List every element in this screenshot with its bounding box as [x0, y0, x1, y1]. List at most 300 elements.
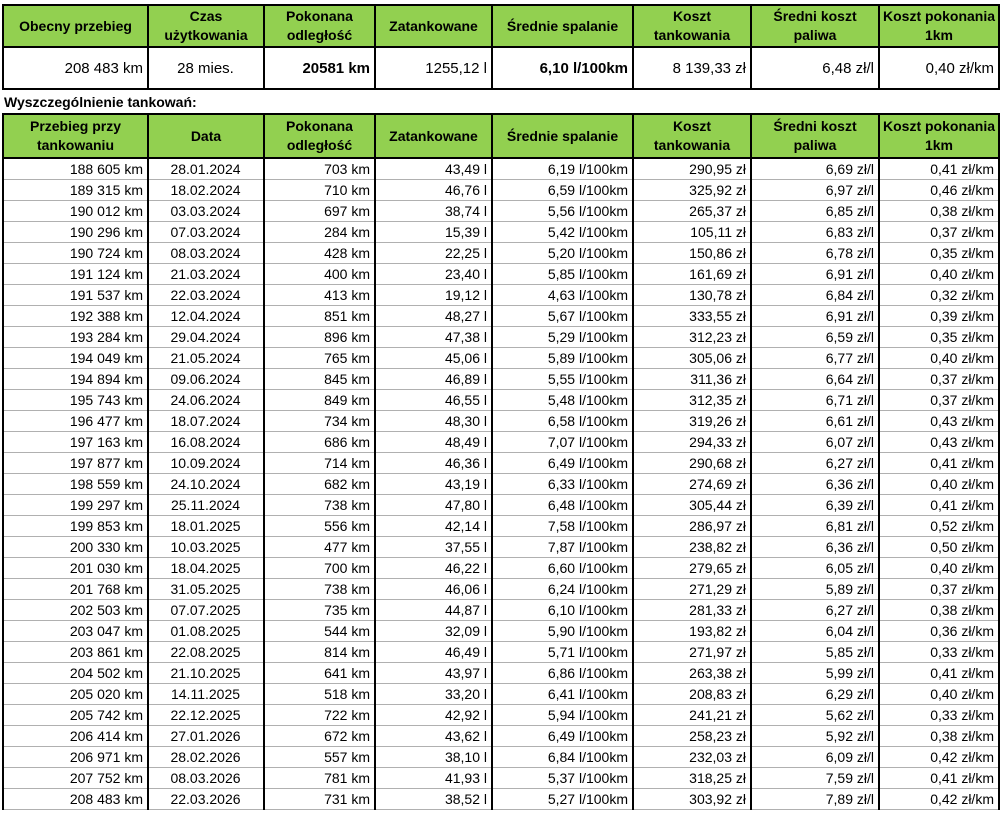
table-cell[interactable]: 161,69 zł [633, 264, 751, 285]
table-cell[interactable]: 294,33 zł [633, 432, 751, 453]
table-cell[interactable]: 5,99 zł/l [751, 663, 879, 684]
table-cell[interactable]: 0,42 zł/km [879, 789, 999, 810]
table-cell[interactable]: 305,06 zł [633, 348, 751, 369]
table-cell[interactable]: 265,37 zł [633, 201, 751, 222]
table-row [3, 642, 999, 663]
details-header-cell[interactable]: Zatankowane [375, 114, 492, 158]
table-cell[interactable]: 765 km [264, 348, 375, 369]
table-cell[interactable]: 46,49 l [375, 642, 492, 663]
table-cell[interactable]: 199 297 km [3, 495, 148, 516]
table-cell[interactable]: 33,20 l [375, 684, 492, 705]
table-cell[interactable]: 734 km [264, 411, 375, 432]
table-cell[interactable]: 14.11.2025 [148, 684, 264, 705]
table-cell[interactable]: 286,97 zł [633, 516, 751, 537]
table-cell[interactable]: 09.06.2024 [148, 369, 264, 390]
table-cell[interactable]: 31.05.2025 [148, 579, 264, 600]
table-cell[interactable]: 43,49 l [375, 158, 492, 180]
table-cell[interactable]: 6,64 zł/l [751, 369, 879, 390]
table-cell[interactable]: 6,91 zł/l [751, 264, 879, 285]
table-cell[interactable]: 263,38 zł [633, 663, 751, 684]
summary-header-cell[interactable]: Czas użytkowania [148, 5, 264, 47]
table-cell[interactable]: 23,40 l [375, 264, 492, 285]
table-cell[interactable]: 0,33 zł/km [879, 705, 999, 726]
table-cell[interactable]: 714 km [264, 453, 375, 474]
table-cell[interactable]: 6,24 l/100km [492, 579, 633, 600]
table-cell[interactable]: 672 km [264, 726, 375, 747]
table-cell[interactable]: 43,19 l [375, 474, 492, 495]
table-cell[interactable]: 6,78 zł/l [751, 243, 879, 264]
table-cell[interactable]: 851 km [264, 306, 375, 327]
table-cell[interactable]: 130,78 zł [633, 285, 751, 306]
table-cell[interactable]: 697 km [264, 201, 375, 222]
table-cell[interactable]: 22.03.2026 [148, 789, 264, 810]
table-cell[interactable]: 194 049 km [3, 348, 148, 369]
table-cell[interactable]: 5,85 zł/l [751, 642, 879, 663]
table-cell[interactable]: 6,09 zł/l [751, 747, 879, 768]
table-cell[interactable]: 731 km [264, 789, 375, 810]
table-cell[interactable]: 0,32 zł/km [879, 285, 999, 306]
table-cell[interactable]: 01.08.2025 [148, 621, 264, 642]
table-row [3, 432, 999, 453]
table-cell[interactable]: 28.02.2026 [148, 747, 264, 768]
table-cell[interactable]: 24.06.2024 [148, 390, 264, 411]
table-cell[interactable]: 6,59 l/100km [492, 180, 633, 201]
table-row [3, 558, 999, 579]
table-cell[interactable]: 6,27 zł/l [751, 600, 879, 621]
table-row [3, 726, 999, 747]
table-cell[interactable]: 5,37 l/100km [492, 768, 633, 789]
table-cell[interactable]: 44,87 l [375, 600, 492, 621]
table-row [3, 663, 999, 684]
table-cell[interactable]: 6,33 l/100km [492, 474, 633, 495]
table-cell[interactable]: 5,89 zł/l [751, 579, 879, 600]
table-cell[interactable]: 281,33 zł [633, 600, 751, 621]
table-cell[interactable]: 0,43 zł/km [879, 411, 999, 432]
table-cell[interactable]: 199 853 km [3, 516, 148, 537]
table-cell[interactable]: 0,33 zł/km [879, 642, 999, 663]
table-cell[interactable]: 0,38 zł/km [879, 201, 999, 222]
table-cell[interactable]: 290,95 zł [633, 158, 751, 180]
table-row [3, 537, 999, 558]
table-cell[interactable]: 6,86 l/100km [492, 663, 633, 684]
table-cell[interactable]: 193 284 km [3, 327, 148, 348]
table-cell[interactable]: 25.11.2024 [148, 495, 264, 516]
table-cell[interactable]: 5,71 l/100km [492, 642, 633, 663]
table-cell[interactable]: 194 894 km [3, 369, 148, 390]
details-header-cell[interactable]: Przebieg przy tankowaniu [3, 114, 148, 158]
table-cell[interactable]: 208 483 km [3, 789, 148, 810]
table-row [3, 285, 999, 306]
summary-value-cell[interactable]: 28 mies. [148, 47, 264, 89]
table-row [3, 158, 999, 180]
summary-header-cell[interactable]: Obecny przebieg [3, 5, 148, 47]
table-row [3, 348, 999, 369]
table-cell[interactable]: 312,23 zł [633, 327, 751, 348]
table-cell[interactable]: 0,40 zł/km [879, 684, 999, 705]
table-cell[interactable]: 279,65 zł [633, 558, 751, 579]
table-cell[interactable]: 6,81 zł/l [751, 516, 879, 537]
details-section-title: Wyszczególnienie tankowań: [4, 94, 197, 110]
table-cell[interactable]: 544 km [264, 621, 375, 642]
table-cell[interactable]: 201 768 km [3, 579, 148, 600]
table-cell[interactable]: 290,68 zł [633, 453, 751, 474]
table-cell[interactable]: 312,35 zł [633, 390, 751, 411]
table-cell[interactable]: 5,56 l/100km [492, 201, 633, 222]
table-cell[interactable]: 203 047 km [3, 621, 148, 642]
table-cell[interactable]: 5,90 l/100km [492, 621, 633, 642]
table-cell[interactable]: 0,37 zł/km [879, 222, 999, 243]
summary-header-cell[interactable]: Średni koszt paliwa [751, 5, 879, 47]
table-row [3, 453, 999, 474]
table-row [3, 474, 999, 495]
summary-value-cell[interactable]: 8 139,33 zł [633, 47, 751, 89]
table-cell[interactable]: 205 742 km [3, 705, 148, 726]
table-cell[interactable]: 686 km [264, 432, 375, 453]
table-cell[interactable]: 5,48 l/100km [492, 390, 633, 411]
table-row [3, 600, 999, 621]
table-cell[interactable]: 6,77 zł/l [751, 348, 879, 369]
table-cell[interactable]: 48,27 l [375, 306, 492, 327]
table-cell[interactable]: 18.04.2025 [148, 558, 264, 579]
table-cell[interactable]: 15,39 l [375, 222, 492, 243]
table-cell[interactable]: 6,36 zł/l [751, 537, 879, 558]
table-cell[interactable]: 204 502 km [3, 663, 148, 684]
table-cell[interactable]: 5,94 l/100km [492, 705, 633, 726]
table-cell[interactable]: 0,43 zł/km [879, 432, 999, 453]
table-cell[interactable]: 10.03.2025 [148, 537, 264, 558]
table-cell[interactable]: 206 414 km [3, 726, 148, 747]
details-header-cell[interactable]: Koszt tankowania [633, 114, 751, 158]
table-cell[interactable]: 735 km [264, 600, 375, 621]
table-cell[interactable]: 197 877 km [3, 453, 148, 474]
details-header-cell[interactable]: Średnie spalanie [492, 114, 633, 158]
table-cell[interactable]: 5,27 l/100km [492, 789, 633, 810]
table-cell[interactable]: 6,83 zł/l [751, 222, 879, 243]
table-cell[interactable]: 46,36 l [375, 453, 492, 474]
table-cell[interactable]: 07.07.2025 [148, 600, 264, 621]
table-cell[interactable]: 38,52 l [375, 789, 492, 810]
table-cell[interactable]: 738 km [264, 495, 375, 516]
table-cell[interactable]: 18.01.2025 [148, 516, 264, 537]
table-cell[interactable]: 274,69 zł [633, 474, 751, 495]
table-cell[interactable]: 0,41 zł/km [879, 495, 999, 516]
table-row [3, 789, 999, 810]
table-cell[interactable]: 6,61 zł/l [751, 411, 879, 432]
table-cell[interactable]: 07.03.2024 [148, 222, 264, 243]
table-cell[interactable]: 0,36 zł/km [879, 621, 999, 642]
summary-header-cell[interactable]: Koszt pokonania 1km [879, 5, 999, 47]
details-header-cell[interactable]: Data [148, 114, 264, 158]
table-cell[interactable]: 190 012 km [3, 201, 148, 222]
table-cell[interactable]: 6,59 zł/l [751, 327, 879, 348]
table-cell[interactable]: 48,49 l [375, 432, 492, 453]
table-cell[interactable]: 311,36 zł [633, 369, 751, 390]
table-cell[interactable]: 200 330 km [3, 537, 148, 558]
table-cell[interactable]: 37,55 l [375, 537, 492, 558]
summary-header-row [3, 5, 999, 47]
table-row [3, 411, 999, 432]
table-cell[interactable]: 6,29 zł/l [751, 684, 879, 705]
table-cell[interactable]: 46,76 l [375, 180, 492, 201]
table-cell[interactable]: 21.05.2024 [148, 348, 264, 369]
table-row [3, 516, 999, 537]
table-cell[interactable]: 0,37 zł/km [879, 390, 999, 411]
table-cell[interactable]: 6,84 zł/l [751, 285, 879, 306]
details-header-cell[interactable]: Średni koszt paliwa [751, 114, 879, 158]
table-cell[interactable]: 0,41 zł/km [879, 663, 999, 684]
summary-value-cell[interactable]: 0,40 zł/km [879, 47, 999, 89]
table-row [3, 684, 999, 705]
table-cell[interactable]: 6,36 zł/l [751, 474, 879, 495]
table-cell[interactable]: 203 861 km [3, 642, 148, 663]
table-cell[interactable]: 0,37 zł/km [879, 369, 999, 390]
table-cell[interactable]: 18.02.2024 [148, 180, 264, 201]
table-cell[interactable]: 0,41 zł/km [879, 453, 999, 474]
table-cell[interactable]: 5,85 l/100km [492, 264, 633, 285]
table-cell[interactable]: 6,39 zł/l [751, 495, 879, 516]
table-cell[interactable]: 738 km [264, 579, 375, 600]
table-cell[interactable]: 6,41 l/100km [492, 684, 633, 705]
table-cell[interactable]: 22.08.2025 [148, 642, 264, 663]
table-cell[interactable]: 5,62 zł/l [751, 705, 879, 726]
table-cell[interactable]: 5,92 zł/l [751, 726, 879, 747]
table-cell[interactable]: 6,84 l/100km [492, 747, 633, 768]
table-cell[interactable]: 46,89 l [375, 369, 492, 390]
table-cell[interactable]: 22.03.2024 [148, 285, 264, 306]
table-cell[interactable]: 0,52 zł/km [879, 516, 999, 537]
table-cell[interactable]: 6,10 l/100km [492, 600, 633, 621]
table-cell[interactable]: 207 752 km [3, 768, 148, 789]
table-row [3, 747, 999, 768]
table-cell[interactable]: 5,42 l/100km [492, 222, 633, 243]
table-cell[interactable]: 271,29 zł [633, 579, 751, 600]
table-cell[interactable]: 641 km [264, 663, 375, 684]
table-cell[interactable]: 318,25 zł [633, 768, 751, 789]
table-cell[interactable]: 477 km [264, 537, 375, 558]
table-cell[interactable]: 195 743 km [3, 390, 148, 411]
table-cell[interactable]: 0,40 zł/km [879, 474, 999, 495]
summary-value-cell[interactable]: 208 483 km [3, 47, 148, 89]
table-cell[interactable]: 0,38 zł/km [879, 600, 999, 621]
table-cell[interactable]: 206 971 km [3, 747, 148, 768]
table-cell[interactable]: 7,58 l/100km [492, 516, 633, 537]
table-cell[interactable]: 284 km [264, 222, 375, 243]
table-cell[interactable]: 191 124 km [3, 264, 148, 285]
table-cell[interactable]: 7,89 zł/l [751, 789, 879, 810]
table-cell[interactable]: 201 030 km [3, 558, 148, 579]
table-cell[interactable]: 428 km [264, 243, 375, 264]
table-cell[interactable]: 21.03.2024 [148, 264, 264, 285]
summary-value-cell[interactable]: 6,48 zł/l [751, 47, 879, 89]
table-cell[interactable]: 6,05 zł/l [751, 558, 879, 579]
summary-header-cell[interactable]: Zatankowane [375, 5, 492, 47]
table-cell[interactable]: 0,41 zł/km [879, 158, 999, 180]
table-row [3, 264, 999, 285]
table-cell[interactable]: 271,97 zł [633, 642, 751, 663]
table-cell[interactable]: 6,97 zł/l [751, 180, 879, 201]
details-header-cell[interactable]: Koszt pokonania 1km [879, 114, 999, 158]
table-cell[interactable]: 205 020 km [3, 684, 148, 705]
table-cell[interactable]: 849 km [264, 390, 375, 411]
summary-header-cell[interactable]: Średnie spalanie [492, 5, 633, 47]
table-cell[interactable]: 0,46 zł/km [879, 180, 999, 201]
table-cell[interactable]: 08.03.2024 [148, 243, 264, 264]
table-row [3, 222, 999, 243]
table-cell[interactable]: 6,19 l/100km [492, 158, 633, 180]
table-cell[interactable]: 27.01.2026 [148, 726, 264, 747]
table-cell[interactable]: 781 km [264, 768, 375, 789]
summary-value-cell[interactable]: 1255,12 l [375, 47, 492, 89]
table-cell[interactable]: 400 km [264, 264, 375, 285]
table-cell[interactable]: 198 559 km [3, 474, 148, 495]
table-row [3, 621, 999, 642]
table-cell[interactable]: 16.08.2024 [148, 432, 264, 453]
table-cell[interactable]: 12.04.2024 [148, 306, 264, 327]
table-cell[interactable]: 29.04.2024 [148, 327, 264, 348]
details-table-body [3, 158, 999, 810]
table-cell[interactable]: 193,82 zł [633, 621, 751, 642]
table-cell[interactable]: 556 km [264, 516, 375, 537]
table-cell[interactable]: 47,80 l [375, 495, 492, 516]
table-cell[interactable]: 5,20 l/100km [492, 243, 633, 264]
table-cell[interactable]: 6,71 zł/l [751, 390, 879, 411]
table-cell[interactable]: 325,92 zł [633, 180, 751, 201]
table-cell[interactable]: 22,25 l [375, 243, 492, 264]
table-cell[interactable]: 190 296 km [3, 222, 148, 243]
table-row [3, 705, 999, 726]
table-cell[interactable]: 6,27 zł/l [751, 453, 879, 474]
table-cell[interactable]: 557 km [264, 747, 375, 768]
table-cell[interactable]: 6,69 zł/l [751, 158, 879, 180]
table-cell[interactable]: 6,85 zł/l [751, 201, 879, 222]
table-cell[interactable]: 202 503 km [3, 600, 148, 621]
details-header-cell[interactable]: Pokonana odległość [264, 114, 375, 158]
table-cell[interactable]: 896 km [264, 327, 375, 348]
table-cell[interactable]: 43,62 l [375, 726, 492, 747]
table-cell[interactable]: 38,10 l [375, 747, 492, 768]
table-cell[interactable]: 0,40 zł/km [879, 348, 999, 369]
summary-value-cell[interactable]: 6,10 l/100km [492, 47, 633, 89]
table-cell[interactable]: 241,21 zł [633, 705, 751, 726]
table-row [3, 495, 999, 516]
table-cell[interactable]: 682 km [264, 474, 375, 495]
summary-value-cell[interactable]: 20581 km [264, 47, 375, 89]
table-cell[interactable]: 6,04 zł/l [751, 621, 879, 642]
table-cell[interactable]: 7,87 l/100km [492, 537, 633, 558]
summary-header-cell[interactable]: Pokonana odległość [264, 5, 375, 47]
table-cell[interactable]: 413 km [264, 285, 375, 306]
table-cell[interactable]: 814 km [264, 642, 375, 663]
table-cell[interactable]: 41,93 l [375, 768, 492, 789]
table-cell[interactable]: 22.12.2025 [148, 705, 264, 726]
summary-header-cell[interactable]: Koszt tankowania [633, 5, 751, 47]
table-cell[interactable]: 0,40 zł/km [879, 558, 999, 579]
table-cell[interactable]: 24.10.2024 [148, 474, 264, 495]
details-table [2, 113, 1000, 810]
table-cell[interactable]: 703 km [264, 158, 375, 180]
table-cell[interactable]: 0,35 zł/km [879, 327, 999, 348]
table-cell[interactable]: 845 km [264, 369, 375, 390]
table-cell[interactable]: 47,38 l [375, 327, 492, 348]
table-cell[interactable]: 105,11 zł [633, 222, 751, 243]
table-cell[interactable]: 0,41 zł/km [879, 768, 999, 789]
table-cell[interactable]: 43,97 l [375, 663, 492, 684]
table-cell[interactable]: 238,82 zł [633, 537, 751, 558]
table-cell[interactable]: 03.03.2024 [148, 201, 264, 222]
table-cell[interactable]: 48,30 l [375, 411, 492, 432]
table-cell[interactable]: 5,67 l/100km [492, 306, 633, 327]
table-cell[interactable]: 0,35 zł/km [879, 243, 999, 264]
table-cell[interactable]: 7,07 l/100km [492, 432, 633, 453]
table-cell[interactable]: 28.01.2024 [148, 158, 264, 180]
table-cell[interactable]: 188 605 km [3, 158, 148, 180]
table-cell[interactable]: 5,55 l/100km [492, 369, 633, 390]
table-cell[interactable]: 189 315 km [3, 180, 148, 201]
table-cell[interactable]: 19,12 l [375, 285, 492, 306]
table-cell[interactable]: 722 km [264, 705, 375, 726]
table-cell[interactable]: 191 537 km [3, 285, 148, 306]
table-cell[interactable]: 700 km [264, 558, 375, 579]
table-cell[interactable]: 6,49 l/100km [492, 453, 633, 474]
table-cell[interactable]: 6,48 l/100km [492, 495, 633, 516]
table-cell[interactable]: 197 163 km [3, 432, 148, 453]
table-cell[interactable]: 192 388 km [3, 306, 148, 327]
table-cell[interactable]: 46,06 l [375, 579, 492, 600]
table-cell[interactable]: 196 477 km [3, 411, 148, 432]
table-cell[interactable]: 333,55 zł [633, 306, 751, 327]
table-cell[interactable]: 190 724 km [3, 243, 148, 264]
table-cell[interactable]: 305,44 zł [633, 495, 751, 516]
table-cell[interactable]: 0,39 zł/km [879, 306, 999, 327]
table-cell[interactable]: 38,74 l [375, 201, 492, 222]
table-cell[interactable]: 710 km [264, 180, 375, 201]
table-cell[interactable]: 6,58 l/100km [492, 411, 633, 432]
table-cell[interactable]: 150,86 zł [633, 243, 751, 264]
table-cell[interactable]: 4,63 l/100km [492, 285, 633, 306]
table-cell[interactable]: 46,22 l [375, 558, 492, 579]
table-cell[interactable]: 208,83 zł [633, 684, 751, 705]
table-cell[interactable]: 42,92 l [375, 705, 492, 726]
table-cell[interactable]: 10.09.2024 [148, 453, 264, 474]
table-cell[interactable]: 518 km [264, 684, 375, 705]
table-cell[interactable]: 08.03.2026 [148, 768, 264, 789]
table-cell[interactable]: 7,59 zł/l [751, 768, 879, 789]
table-cell[interactable]: 319,26 zł [633, 411, 751, 432]
table-row [3, 327, 999, 348]
table-cell[interactable]: 0,40 zł/km [879, 264, 999, 285]
table-cell[interactable]: 46,55 l [375, 390, 492, 411]
table-cell[interactable]: 32,09 l [375, 621, 492, 642]
table-cell[interactable]: 303,92 zł [633, 789, 751, 810]
table-cell[interactable]: 45,06 l [375, 348, 492, 369]
table-cell[interactable]: 42,14 l [375, 516, 492, 537]
table-cell[interactable]: 6,07 zł/l [751, 432, 879, 453]
table-cell[interactable]: 0,42 zł/km [879, 747, 999, 768]
table-cell[interactable]: 5,89 l/100km [492, 348, 633, 369]
table-cell[interactable]: 258,23 zł [633, 726, 751, 747]
table-cell[interactable]: 21.10.2025 [148, 663, 264, 684]
table-cell[interactable]: 0,38 zł/km [879, 726, 999, 747]
table-row [3, 306, 999, 327]
table-cell[interactable]: 5,29 l/100km [492, 327, 633, 348]
table-cell[interactable]: 6,49 l/100km [492, 726, 633, 747]
table-cell[interactable]: 6,91 zł/l [751, 306, 879, 327]
table-cell[interactable]: 18.07.2024 [148, 411, 264, 432]
table-cell[interactable]: 232,03 zł [633, 747, 751, 768]
table-cell[interactable]: 6,60 l/100km [492, 558, 633, 579]
table-cell[interactable]: 0,50 zł/km [879, 537, 999, 558]
table-cell[interactable]: 0,37 zł/km [879, 579, 999, 600]
